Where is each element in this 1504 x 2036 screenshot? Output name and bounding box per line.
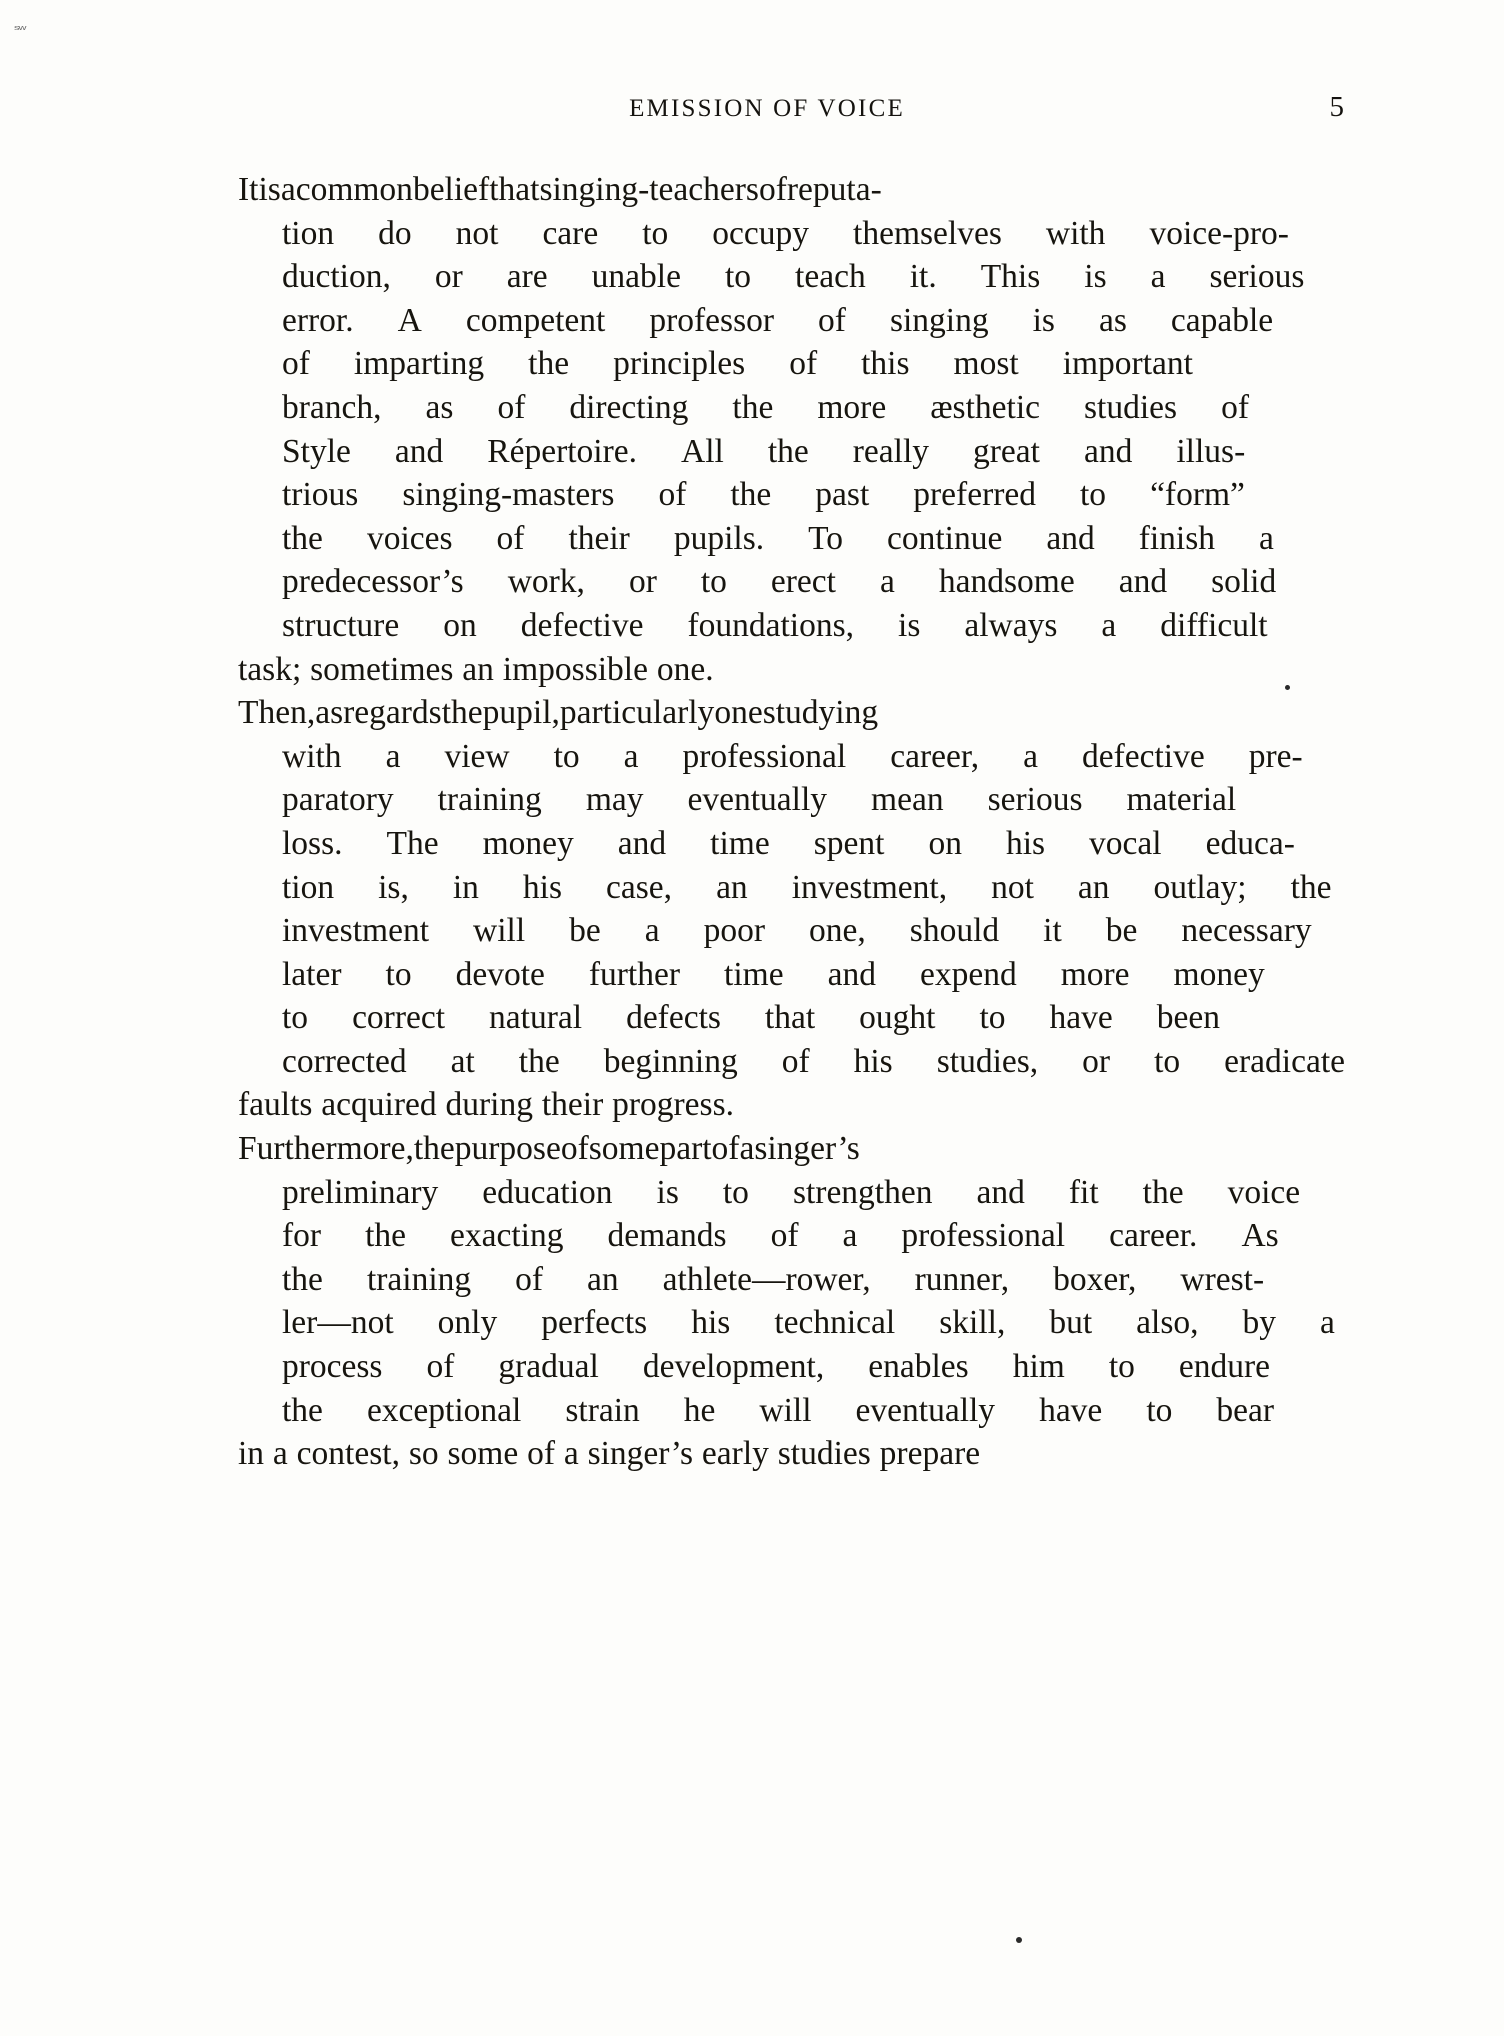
page-number: 5 xyxy=(1329,91,1344,123)
body-text xyxy=(194,168,1346,1476)
text-line: error. A competent professor of singing is as capable xyxy=(282,301,1274,339)
text-line: to correct natural defects that ought to have been xyxy=(282,999,1221,1037)
text-line: investment will be a poor one, should it be necessary xyxy=(282,912,1312,950)
text-line: structure on defective foundations, is always a difficult xyxy=(282,606,1268,644)
paragraph xyxy=(194,691,1346,1127)
text-line: with a view to a professional career, a defective pre- xyxy=(282,737,1303,775)
scan-artifact-dot xyxy=(1016,1937,1022,1943)
text-line: ler—not only perfects his technical skill, but also, by a xyxy=(282,1304,1335,1342)
scan-artifact-dot xyxy=(1285,685,1290,690)
text-line: for the exacting demands of a professional career. As xyxy=(282,1217,1279,1255)
text-line: the voices of their pupils. To continue and finish a xyxy=(282,519,1274,557)
text-line: preliminary education is to strengthen and fit the voice xyxy=(282,1173,1301,1211)
text-line: tion do not care to occupy themselves with voice-pro- xyxy=(282,214,1289,252)
text-line: Itisacommonbeliefthatsinging-teachersofreputa- xyxy=(238,171,882,208)
text-line: corrected at the beginning of his studies, or to eradicate xyxy=(282,1042,1346,1080)
text-line: trious singing-masters of the past preferred to “form” xyxy=(282,476,1245,514)
text-line: process of gradual development, enables him to endure xyxy=(282,1348,1271,1386)
text-line: the exceptional strain he will eventually have to bear xyxy=(282,1391,1275,1429)
text-line: Then,asregardsthepupil,particularlyonestudying xyxy=(238,694,879,732)
text-line: tion is, in his case, an investment, not an outlay; the xyxy=(282,868,1332,906)
text-line: loss. The money and time spent on his vocal educa- xyxy=(282,824,1295,862)
paragraph xyxy=(194,1127,1335,1476)
text-line: in a contest, so some of a singer’s early studies prepare xyxy=(238,1435,981,1473)
paragraph xyxy=(194,168,1314,691)
scan-corner-mark: sw xyxy=(14,23,26,33)
text-line: Style and Répertoire. All the really great and illus- xyxy=(282,432,1246,470)
text-line: of imparting the principles of this most important xyxy=(282,345,1193,383)
text-line: the training of an athlete—rower, runner, boxer, wrest- xyxy=(282,1260,1265,1298)
text-line: faults acquired during their progress. xyxy=(238,1086,734,1124)
page-header xyxy=(190,91,1344,135)
text-line: duction, or are unable to teach it. This is a serious xyxy=(282,258,1305,296)
text-line: paratory training may eventually mean serious material xyxy=(282,781,1237,819)
text-line: predecessor’s work, or to erect a handsome and solid xyxy=(282,563,1277,601)
text-line: Furthermore,thepurposeofsomepartofasinger’s xyxy=(238,1130,860,1168)
running-head: EMISSION OF VOICE xyxy=(629,95,905,122)
text-line: branch, as of directing the more æsthetic studies of xyxy=(282,388,1249,426)
text-line: later to devote further time and expend more money xyxy=(282,955,1265,993)
text-line: task; sometimes an impossible one. xyxy=(238,650,714,688)
